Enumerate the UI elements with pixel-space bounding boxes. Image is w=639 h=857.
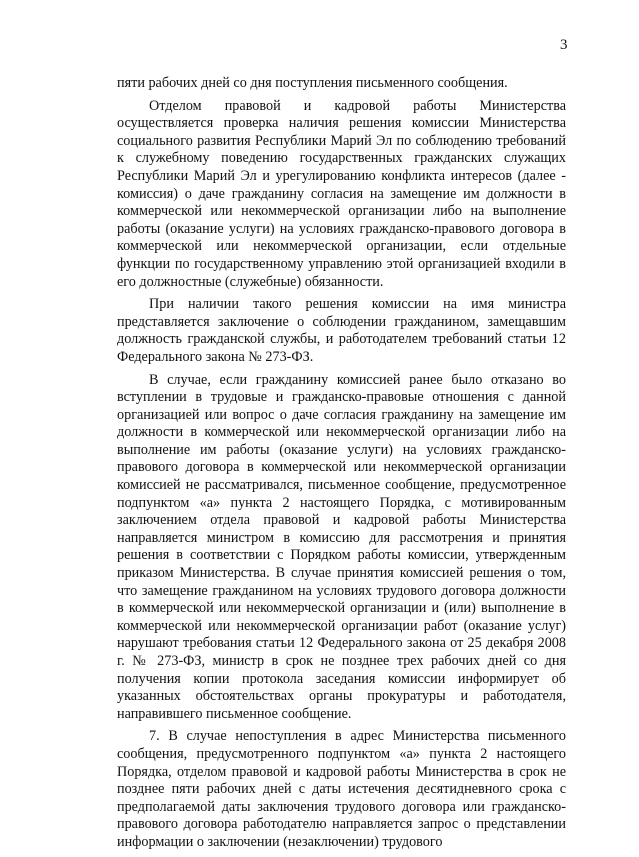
paragraph: Отделом правовой и кадровой работы Министерства осуществляется проверка наличия решения комиссии Министерства социального развития Республики Марий Эл по соблюдению требований к служебному поведению государственных гражданских служащих Республики Марий Эл и урегулированию конфликта интересов (далее - комиссия) о даче гражданину согласия на замещение им должности в коммерческой или некоммерческой организации либо на выполнение работы (оказание услуги) на условиях гражданско-правового договора в коммерческой или некоммерческой организации, если отдельные функции по государственному управлению этой организацией входили в его должностные (служебные) обязанности. — [117, 97, 566, 290]
page-number: 3 — [560, 37, 568, 53]
body-text — [117, 75, 566, 857]
paragraph: В случае, если гражданину комиссией ранее было отказано во вступлении в трудовые и гражданско-правовые отношения с данной организацией или вопрос о даче согласия гражданину на замещение им должности в коммерческой или некоммерческой организации либо на выполнение им работы (оказание услуги) на условиях гражданско-правового договора в коммерческой или некоммерческой организации комиссией не рассматривался, письменное сообщение, предусмотренное подпунктом «а» пункта 2 настоящего Порядка, с мотивированным заключением отдела правовой и кадровой работы Министерства направляется министром в комиссию для рассмотрения и принятия решения в соответствии с Порядком работы комиссии, утвержденным приказом Министерства. В случае принятия комиссией решения о том, что замещение гражданином на условиях трудового договора должности в коммерческой или некоммерческой организации и (или) выполнение в коммерческой или некоммерческой организации работ (оказание услуг) нарушают требования статьи 12 Федерального закона от 25 декабря 2008 г. № 273-ФЗ, министр в срок не позднее трех рабочих дней со дня получения копии протокола заседания комиссии информирует об указанных обстоятельствах органы прокуратуры и работодателя, направившего письменное сообщение. — [117, 371, 566, 722]
paragraph-item-7: 7. В случае непоступления в адрес Министерства письменного сообщения, предусмотренного подпунктом «а» пункта 2 настоящего Порядка, отделом правовой и кадровой работы Министерства в срок не позднее пяти рабочих дней с даты истечения десятидневного срока с предполагаемой даты заключения трудового договора или гражданско-правового договора работодателю направляется запрос о представлении информации о заключении (незаключении) трудового — [117, 728, 566, 850]
paragraph-continuation: пяти рабочих дней со дня поступления письменного сообщения. — [117, 75, 508, 91]
paragraph: При наличии такого решения комиссии на имя министра представляется заключение о соблюдении гражданином, замещавшим должность гражданской службы, и работодателем требований статьи 12 Федерального закона № 273-ФЗ. — [117, 296, 566, 365]
